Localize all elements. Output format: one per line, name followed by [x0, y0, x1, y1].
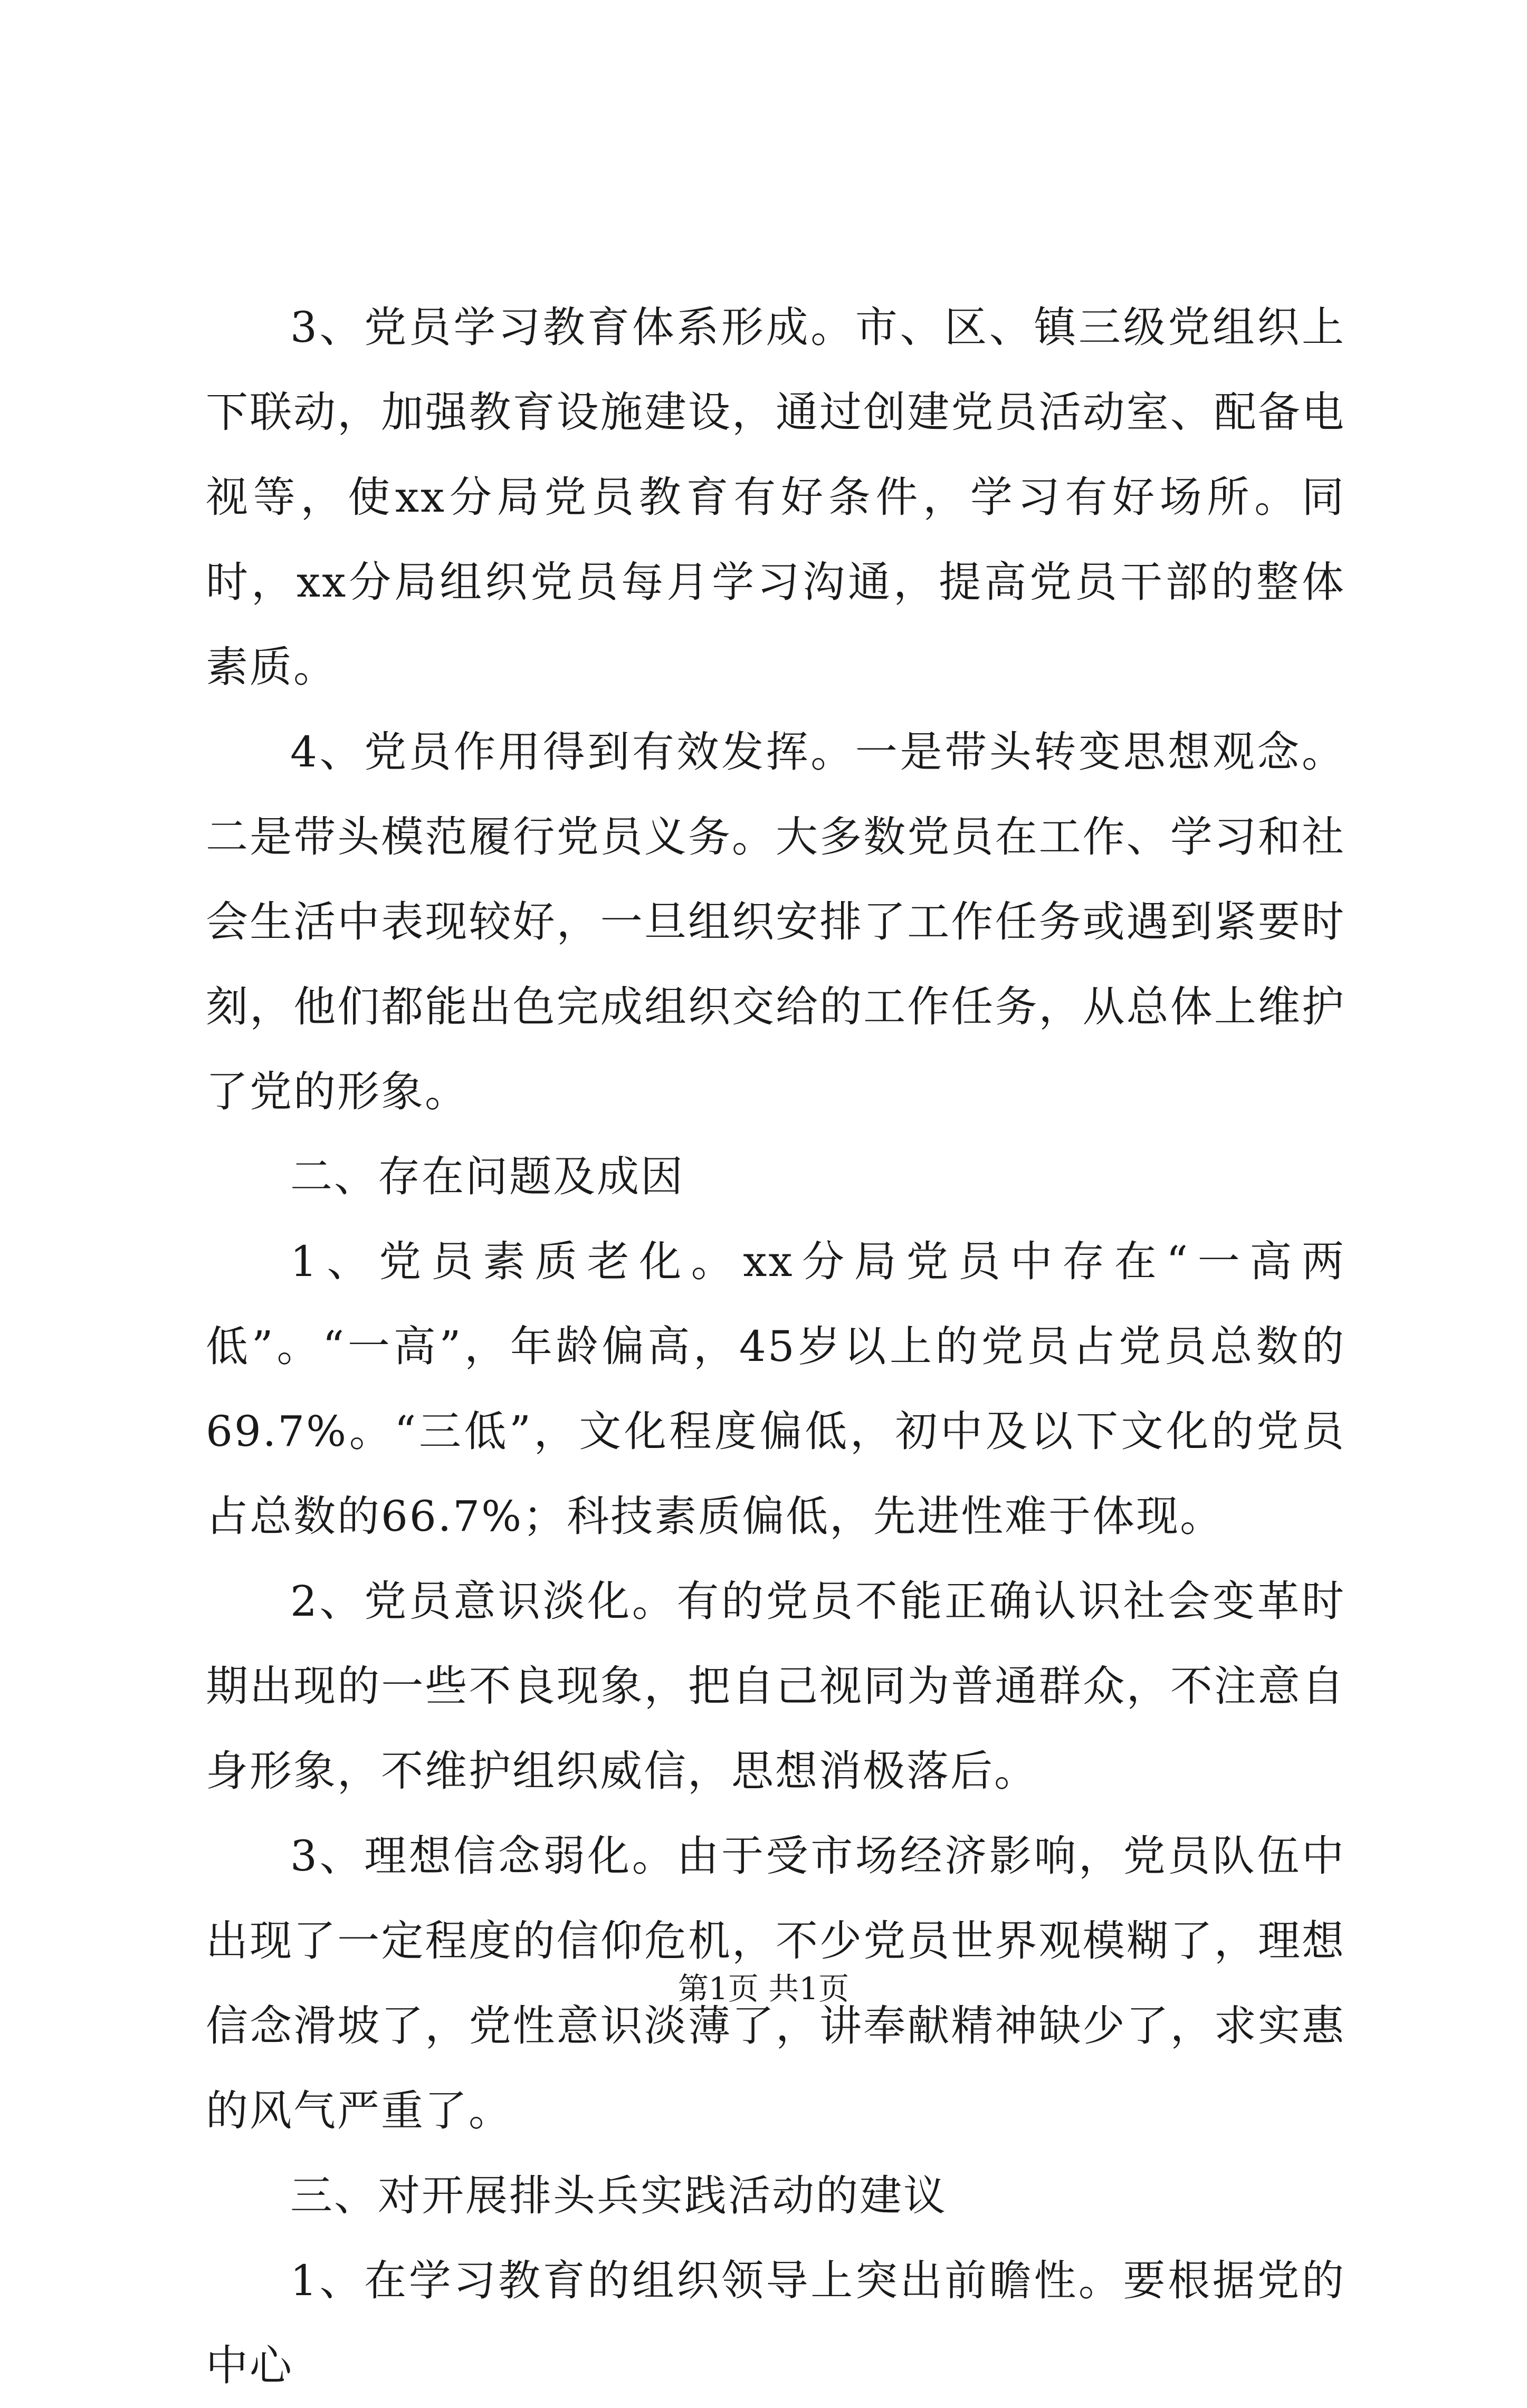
paragraph-quality-aging: 1、党员素质老化。xx分局党员中存在“一高两低”。“一高”，年龄偏高，45岁以上的党员占党员总数的69.7%。“三低”，文化程度偏低，初中及以下文化的党员占总数的66.7%；科技素质偏低，先进性难于体现。 [206, 1237, 1345, 1541]
paragraph-awareness-weakening: 2、党员意识淡化。有的党员不能正确认识社会变革时期出现的一些不良现象，把自己视同为普通群众，不注意自身形象，不维护组织威信，思想消极落后。 [206, 1577, 1345, 1796]
paragraph-member-role: 4、党员作用得到有效发挥。一是带头转变思想观念。二是带头模范履行党员义务。大多数党员在工作、学习和社会生活中表现较好，一旦组织安排了工作任务或遇到紧要时刻，他们都能出色完成组织交给的工作任务，从总体上维护了党的形象。 [206, 727, 1345, 1116]
page-footer [0, 1968, 1527, 2010]
section-heading-problems: 二、存在问题及成因 [290, 1152, 684, 1201]
section-heading-suggestions: 三、对开展排头兵实践活动的建议 [290, 2171, 947, 2220]
document-body [206, 285, 1345, 2408]
paragraph-belief-weakening: 3、理想信念弱化。由于受市场经济影响，党员队伍中出现了一定程度的信仰危机，不少党员世界观模糊了，理想信念滑坡了，党性意识淡薄了，讲奉献精神缺少了，求实惠的风气严重了。 [206, 1831, 1345, 2135]
paragraph-education-system: 3、党员学习教育体系形成。市、区、镇三级党组织上下联动，加强教育设施建设，通过创建党员活动室、配备电视等，使xx分局党员教育有好条件，学习有好场所。同时，xx分局组织党员每月学习沟通，提高党员干部的整体素质。 [206, 303, 1345, 692]
page-number-label: 第1页 共1页 [677, 1971, 850, 2007]
paragraph-leadership-foresight: 1、在学习教育的组织领导上突出前瞻性。要根据党的中心 [206, 2256, 1345, 2390]
